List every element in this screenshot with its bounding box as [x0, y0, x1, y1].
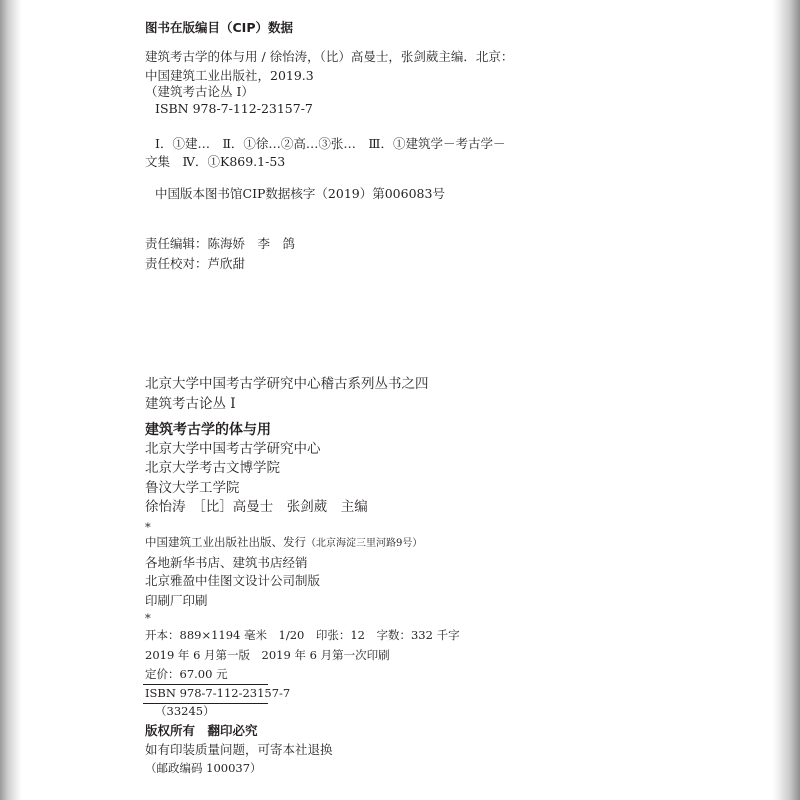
- org-line-1: 北京大学中国考古学研究中心: [145, 441, 321, 457]
- org-line-3: 鲁汶大学工学院: [145, 480, 240, 496]
- publisher-name: 中国建筑工业出版社出版、发行: [145, 535, 306, 549]
- org-line-2: 北京大学考古文博学院: [145, 460, 280, 476]
- postcode-line: （邮政编码 100037）: [145, 761, 262, 775]
- proofreader-line: 责任校对：芦欣甜: [145, 256, 246, 271]
- printer-line: 印刷厂印刷: [145, 593, 208, 608]
- price-line: 定价：67.00 元: [145, 667, 228, 681]
- cip-line-5: Ⅰ．①建… Ⅱ．①徐…②高…③张… Ⅲ．①建筑学－考古学－: [155, 136, 506, 151]
- cip-line-7: 中国版本图书馆CIP数据核字（2019）第006083号: [155, 186, 445, 201]
- book-title: 建筑考古学的体与用: [145, 422, 271, 438]
- catalog-code: （33245）: [155, 704, 215, 718]
- cip-title: 图书在版编目（CIP）数据: [145, 20, 293, 35]
- isbn-line: ISBN 978-7-112-23157-7: [145, 686, 291, 700]
- separator-star-2: *: [145, 611, 151, 625]
- separator-star-1: *: [145, 520, 151, 534]
- editor-line: 责任编辑：陈海娇 李 鸽: [145, 236, 296, 251]
- publisher-address: （北京海淀三里河路9号）: [306, 538, 423, 549]
- rights-line: 版权所有 翻印必究: [145, 723, 258, 738]
- publisher-line: [145, 537, 422, 549]
- page-shadow-right: [772, 0, 800, 800]
- cip-line-2: 中国建筑工业出版社，2019.3: [145, 68, 314, 83]
- edition-line: 2019 年 6 月第一版 2019 年 6 月第一次印刷: [145, 648, 390, 662]
- typesetter-line: 北京雅盈中佳图文设计公司制版: [145, 573, 321, 588]
- page-shadow-left: [0, 0, 22, 800]
- price-divider: [143, 684, 268, 685]
- cip-line-3: （建筑考古论丛 Ⅰ）: [145, 84, 254, 99]
- distributor-line: 各地新华书店、建筑书店经销: [145, 555, 308, 570]
- specs-line: 开本：889×1194 毫米 1/20 印张：12 字数：332 千字: [145, 628, 460, 642]
- cip-line-4: ISBN 978-7-112-23157-7: [155, 101, 313, 116]
- cip-line-1: 建筑考古学的体与用 / 徐怡涛，（比）高曼士，张剑葳主编．北京：: [145, 49, 514, 64]
- authors-line: 徐怡涛 ［比］高曼士 张剑葳 主编: [145, 499, 368, 515]
- return-note: 如有印装质量问题，可寄本社退换: [145, 742, 333, 757]
- series-name: 北京大学中国考古学研究中心稽古系列丛书之四: [145, 376, 429, 392]
- subseries-name: 建筑考古论丛 Ⅰ: [145, 396, 236, 412]
- cip-line-6: 文集 Ⅳ．①K869.1-53: [145, 154, 286, 169]
